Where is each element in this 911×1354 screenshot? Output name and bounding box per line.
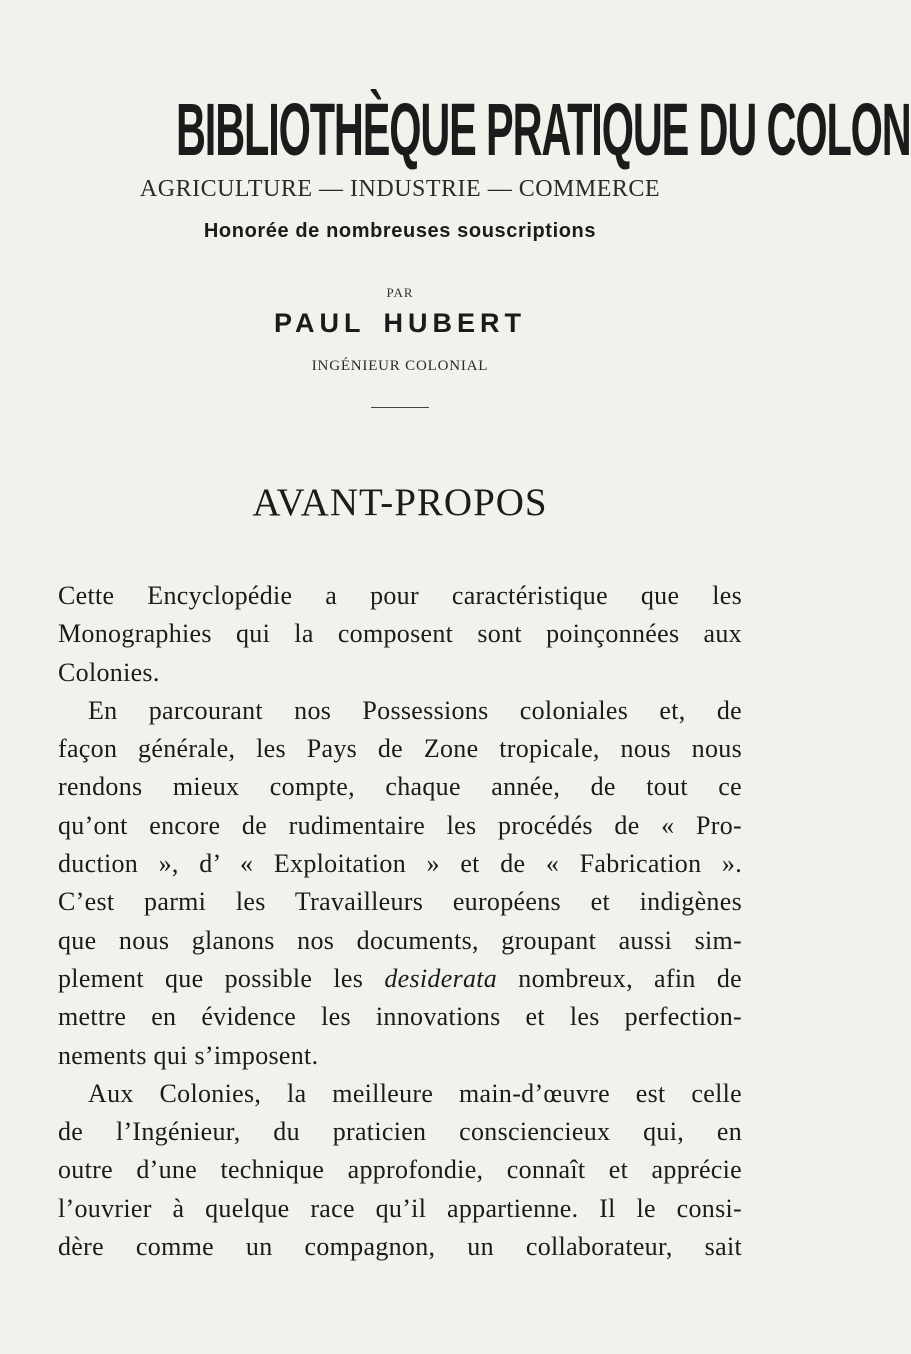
divider-rule [371, 407, 429, 408]
honors-line: Honorée de nombreuses souscriptions [203, 220, 597, 242]
author-first-name: PAUL [274, 308, 366, 338]
series-subjects: AGRICULTURE — INDUSTRIE — COMMERCE [139, 176, 661, 202]
author-last-name: HUBERT [383, 308, 526, 338]
text-line [58, 960, 742, 998]
paragraph-2 [58, 692, 742, 1075]
text-line: Monographies qui la composent sont poinçonnées aux [58, 619, 742, 649]
italic-term: desiderata [384, 963, 498, 993]
text-line: façon générale, les Pays de Zone tropicale, nous nous [58, 734, 742, 764]
text-line: que nous glanons nos documents, groupant aussi sim- [58, 925, 742, 955]
author-title: INGÉNIEUR COLONIAL [311, 358, 489, 374]
text-line: Colonies. [58, 657, 160, 687]
body-text [58, 577, 742, 1266]
paragraph-3 [58, 1075, 742, 1266]
author-name [0, 308, 800, 339]
text-line: Aux Colonies, la meilleure main-d’œuvre est celle [88, 1078, 742, 1108]
text-line: de l’Ingénieur, du praticien consciencieux qui, en [58, 1117, 742, 1147]
text-line: Cette Encyclopédie a pour caractéristique que les [58, 581, 742, 610]
text-fragment: nombreux, afin de [497, 963, 742, 993]
by-label: PAR [386, 285, 414, 300]
text-fragment: plement que possible les [58, 963, 385, 993]
paragraph-1 [58, 577, 742, 692]
series-title: BIBLIOTHÈQUE PRATIQUE DU COLON [176, 88, 911, 171]
text-line: nements qui s’imposent. [58, 1040, 319, 1070]
text-line: En parcourant nos Possessions coloniales et, de [88, 695, 742, 725]
section-heading: AVANT-PROPOS [252, 481, 548, 524]
text-line: dère comme un compagnon, un collaborateur, sait [58, 1232, 742, 1262]
text-line: qu’ont encore de rudimentaire les procédés de « Pro- [58, 810, 742, 840]
text-line: duction », d’ « Exploitation » et de « Fabrication ». [58, 849, 742, 879]
text-line: outre d’une technique approfondie, connaît et apprécie [58, 1155, 742, 1185]
text-line: mettre en évidence les innovations et les perfection- [58, 1002, 742, 1032]
text-line: C’est parmi les Travailleurs européens et indigènes [58, 887, 742, 917]
text-line: rendons mieux compte, chaque année, de tout ce [58, 772, 742, 802]
text-line: l’ouvrier à quelque race qu’il appartienne. Il le consi- [58, 1193, 742, 1223]
